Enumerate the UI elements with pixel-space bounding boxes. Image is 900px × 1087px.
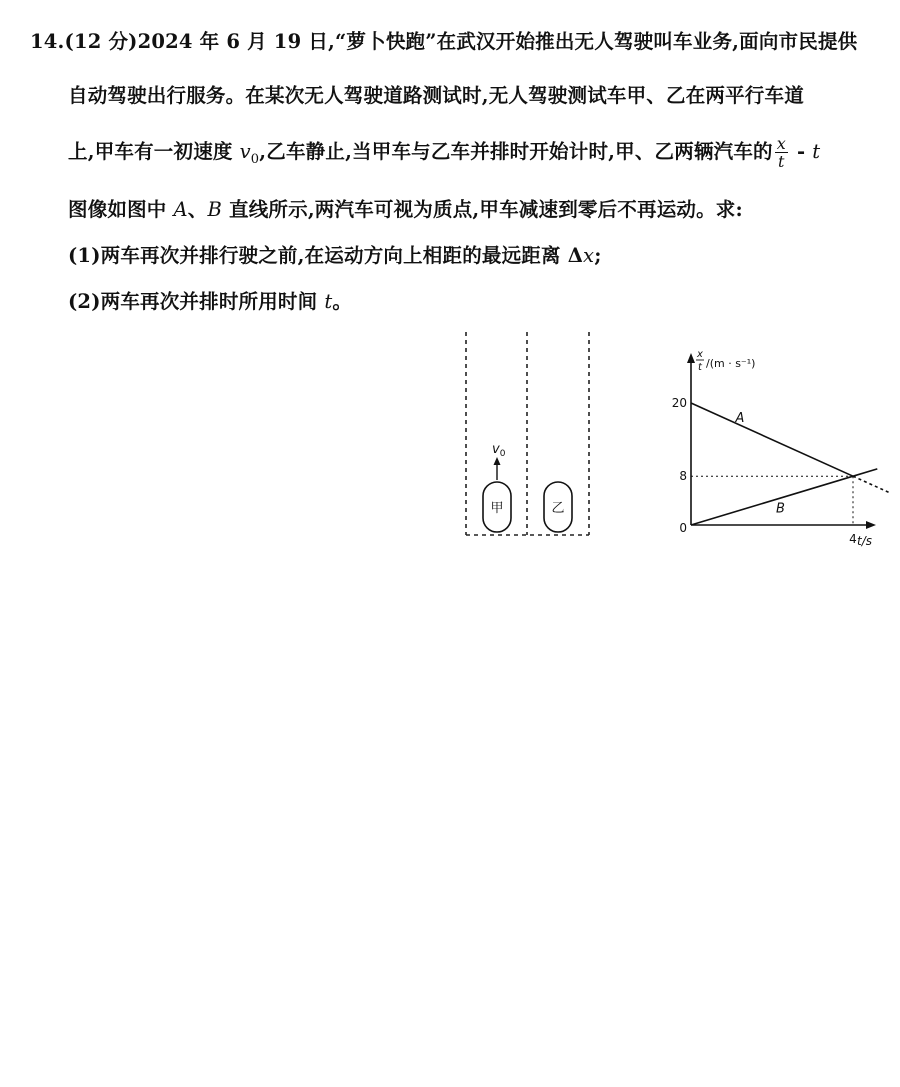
- text-4b: 直线所示,两汽车可视为质点,甲车减速到零后不再运动。求:: [222, 198, 743, 221]
- series-extension-a: [853, 476, 890, 494]
- y-label-unit: /(m · s⁻¹): [706, 357, 756, 370]
- problem-points: (12 分): [64, 30, 138, 53]
- series-extension-b: [853, 469, 877, 476]
- velocity-label: $v_0$: [492, 442, 506, 459]
- problem-line-3: [68, 135, 820, 170]
- text-3b: ,乙车静止,当甲车与乙车并排时开始计时,甲、乙两辆汽车的: [259, 140, 773, 163]
- delta-x-symbol: x: [583, 244, 595, 267]
- y-label-numerator: x: [697, 349, 703, 360]
- question-1: [68, 240, 602, 268]
- y-axis-arrowhead-icon: [687, 353, 695, 363]
- line-a-symbol: A: [173, 198, 188, 221]
- fraction-numerator: x: [776, 134, 786, 153]
- y-tick-label-8: 8: [679, 469, 687, 484]
- text-4-sep: 、: [187, 198, 208, 221]
- y-tick-label-20: 20: [671, 396, 687, 410]
- xt-t-chart: [660, 345, 890, 555]
- text-3c: -: [789, 140, 813, 163]
- x-tick-label-4: 4: [849, 532, 857, 546]
- text-4a: 图像如图中: [68, 198, 174, 221]
- velocity-subscript: 0: [250, 151, 260, 167]
- fraction-denominator: t: [778, 152, 785, 171]
- car-yi-label: 乙: [551, 501, 565, 516]
- road-figure: [455, 328, 605, 543]
- y-label-denominator: t: [698, 362, 702, 373]
- question-2-text: (2)两车再次并排时所用时间: [68, 290, 325, 313]
- x-axis-arrowhead-icon: [866, 521, 876, 529]
- text-3a: 上,甲车有一初速度: [68, 140, 240, 163]
- origin-label: 0: [679, 521, 687, 535]
- car-jia-label: 甲: [490, 501, 504, 516]
- problem-line-4: [68, 194, 743, 222]
- problem-text-1: 2024 年 6 月 19 日,“萝卜快跑”在武汉开始推出无人驾驶叫车业务,面向市民提供: [137, 30, 858, 53]
- problem-line-1: [30, 26, 857, 54]
- line-b-symbol: B: [207, 198, 223, 221]
- problem-number: 14.: [30, 30, 65, 53]
- question-2: [68, 286, 352, 314]
- question-1-end: ;: [594, 244, 602, 267]
- time-t-symbol: t: [324, 290, 333, 313]
- series-label-b: B: [776, 501, 785, 517]
- x-axis-label: t/s: [857, 534, 872, 548]
- velocity-symbol: v: [239, 140, 251, 163]
- time-symbol: t: [812, 140, 821, 163]
- fraction-x-over-t: [775, 135, 788, 170]
- problem-line-2: 自动驾驶出行服务。在某次无人驾驶道路测试时,无人驾驶测试车甲、乙在两平行车道: [68, 84, 804, 107]
- question-2-end: 。: [332, 290, 353, 313]
- series-line-a: [691, 403, 853, 476]
- series-label-a: A: [735, 411, 745, 427]
- y-axis-label: [696, 349, 755, 373]
- question-1-text: (1)两车再次并排行驶之前,在运动方向上相距的最远距离 Δ: [68, 244, 584, 267]
- series-line-b: [691, 476, 853, 525]
